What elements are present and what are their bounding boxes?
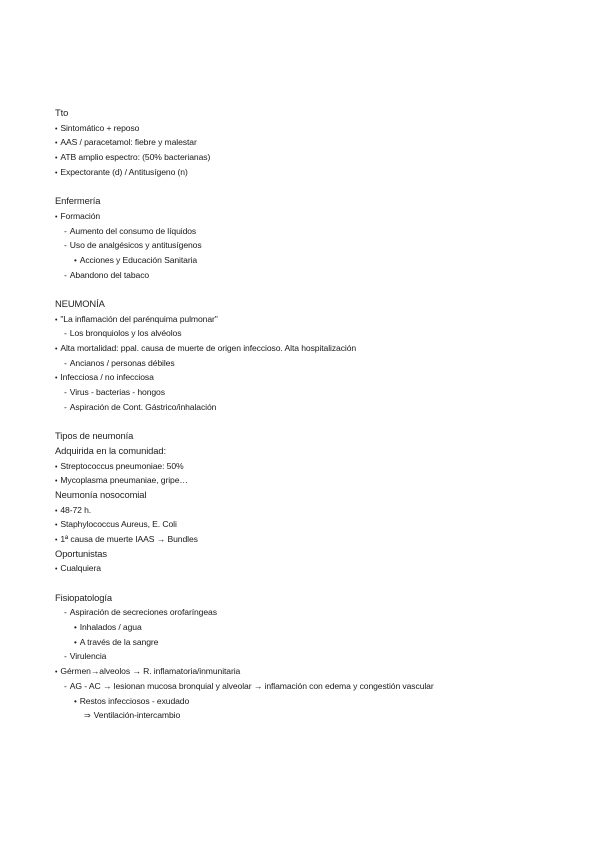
list-item [55, 694, 575, 709]
dash-marker-icon [64, 385, 67, 400]
list-item-text: Staphylococcus Aureus, E. Coli [60, 519, 177, 530]
section-heading: NEUMONÍA [55, 297, 105, 309]
list-item [55, 664, 575, 679]
list-item [55, 385, 575, 400]
list-item [55, 238, 575, 253]
subheading [55, 444, 575, 459]
list-item-text: Gérmen→alveolos → R. inflamatoria/inmunitaria [60, 666, 241, 677]
list-item [55, 635, 575, 650]
list-item [55, 459, 575, 474]
dot-marker-icon [55, 209, 57, 226]
list-item-text: AG - AC → lesionan mucosa bronquial y alveolar → inflamación con edema y congestión vascular [69, 680, 434, 691]
dot-marker-icon [55, 664, 57, 681]
dash-marker-icon [64, 400, 67, 415]
list-item-text: Mycoplasma pneumaniae, gripe… [60, 475, 188, 486]
list-item-text: Formación [60, 210, 101, 221]
list-item-text: 48-72 h. [60, 504, 92, 515]
subheading [55, 547, 575, 562]
dot-marker-icon [55, 312, 57, 329]
list-item [55, 708, 575, 723]
list-item-text: 1ª causa de muerte IAAS → Bundles [60, 533, 198, 544]
list-item [55, 356, 575, 371]
section-heading: Enfermería [55, 195, 101, 207]
list-item-text: Cualquiera [60, 563, 101, 574]
list-item [55, 400, 575, 415]
list-item [55, 605, 575, 620]
dot-marker-icon [55, 341, 57, 358]
section-heading: Tipos de neumonía [55, 430, 134, 442]
list-item-text: Acciones y Educación Sanitaria [79, 254, 198, 265]
list-item-text: Adquirida en la comunidad: [55, 444, 167, 456]
section-gap [55, 576, 575, 591]
list-item-text: Ancianos / personas débiles [69, 357, 175, 368]
dash-marker-icon [64, 238, 67, 253]
dash-marker-icon [64, 649, 67, 664]
dash-marker-icon [64, 224, 67, 239]
list-item [55, 150, 575, 165]
section-heading: Fisiopatología [55, 591, 112, 603]
section [55, 106, 575, 179]
list-item [55, 312, 575, 327]
list-item-text: Inhalados / agua [79, 622, 142, 633]
dash-marker-icon [64, 268, 67, 283]
dot-marker-icon [55, 165, 57, 182]
list-item-text: Virus - bacterias - hongos [69, 387, 165, 398]
section [55, 297, 575, 415]
bullet-marker-icon [74, 635, 77, 651]
section [55, 429, 575, 576]
list-item [55, 326, 575, 341]
list-item-text: Uso de analgésicos y antitusígenos [69, 240, 202, 251]
list-item-text: AAS / paracetamol: fiebre y malestar [60, 137, 197, 148]
list-item [55, 532, 575, 547]
list-item-text: Aumento del consumo de líquidos [69, 225, 197, 236]
list-item-text: A través de la sangre [79, 636, 159, 647]
list-item-text: Los bronquiolos y los alvéolos [69, 328, 182, 339]
dash-marker-icon [64, 356, 67, 371]
list-item [55, 253, 575, 268]
list-item-text: "La inflamación del parénquima pulmonar" [60, 313, 218, 324]
subheading [55, 488, 575, 503]
section-heading: Tto [55, 107, 69, 118]
list-item-text: ATB amplio espectro: (50% bacterianas) [60, 152, 211, 163]
list-item [55, 268, 575, 283]
list-item [55, 649, 575, 664]
list-item-text: Abandono del tabaco [69, 269, 150, 280]
section-gap [55, 414, 575, 429]
list-item [55, 620, 575, 635]
list-item-text: Streptococcus pneumoniae: 50% [60, 460, 184, 471]
list-item-text: Aspiración de Cont. Gástrico/inhalación [69, 401, 217, 412]
list-item [55, 370, 575, 385]
list-item [55, 209, 575, 224]
dash-marker-icon [64, 679, 67, 694]
bullet-marker-icon [74, 694, 77, 710]
list-item-text: Virulencia [69, 651, 107, 662]
list-item [55, 135, 575, 150]
dash-marker-icon [64, 605, 67, 620]
dash-marker-icon [64, 326, 67, 341]
list-item-text: Oportunistas [55, 547, 107, 559]
list-item [55, 341, 575, 356]
section-gap [55, 179, 575, 194]
list-item-text: Ventilación-intercambio [93, 710, 181, 721]
dot-marker-icon [55, 561, 57, 578]
list-item [55, 121, 575, 136]
list-item [55, 503, 575, 518]
list-item-text: Restos infecciosos - exudado [79, 695, 190, 706]
section [55, 591, 575, 723]
section-gap [55, 282, 575, 297]
list-item-text: Aspiración de secreciones orofaríngeas [69, 607, 217, 618]
list-item [55, 679, 575, 694]
list-item-text: Neumonía nosocomial [55, 488, 147, 500]
section [55, 194, 575, 282]
list-item [55, 561, 575, 576]
list-item-text: Expectorante (d) / Antitusígeno (n) [60, 166, 188, 177]
list-item [55, 517, 575, 532]
list-item-text: Infecciosa / no infecciosa [60, 372, 154, 383]
list-item [55, 473, 575, 488]
arrow-marker-icon [84, 708, 91, 724]
list-item [55, 165, 575, 180]
list-item [55, 224, 575, 239]
bullet-marker-icon [74, 620, 77, 636]
document-page [55, 106, 575, 723]
bullet-marker-icon [74, 253, 77, 269]
dot-marker-icon [55, 370, 57, 387]
list-item-text: Alta mortalidad: ppal. causa de muerte de origen infeccioso. Alta hospitalización [60, 343, 357, 353]
list-item-text: Sintomático + reposo [60, 122, 140, 133]
